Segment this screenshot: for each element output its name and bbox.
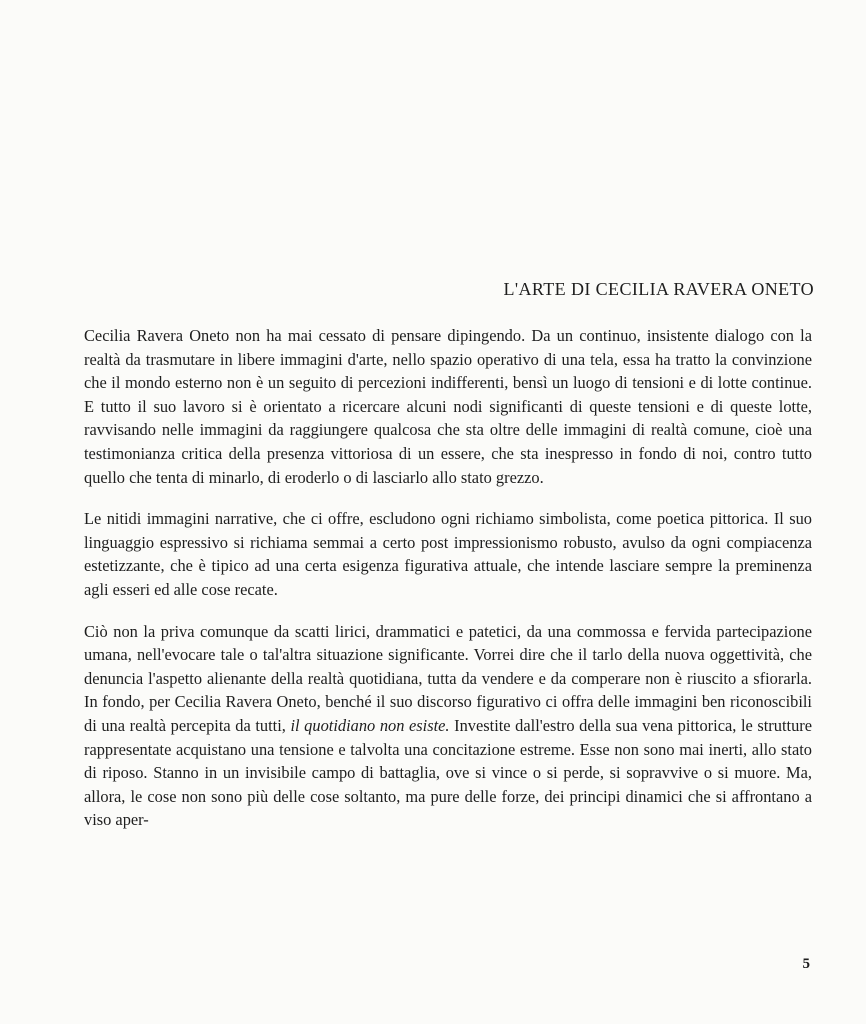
paragraph-1: Cecilia Ravera Oneto non ha mai cessato di pensare dipingendo. Da un continuo, insistente dialogo con la realtà da trasmutare in libere immagini d'arte, nello spazio operativo di una tela, essa ha tratto la convinzione che il mondo esterno non è un seguito di percezioni indifferenti, bensì un luogo di tensioni e di lotte continue. E tutto il suo lavoro si è orientato a ricercare alcuni nodi significanti di queste tensioni e di queste lotte, ravvisando nelle immagini da raggiungere qualcosa che sta oltre delle immagini di realtà comune, cioè una testimonianza critica della presenza vittoriosa di un essere, che sta inespresso in fondo di noi, contro tutto quello che tenta di minarlo, di eroderlo o di lasciarlo allo stato grezzo. xyxy=(84,326,812,487)
paragraph-3-text-start: Ciò non la priva comunque da scatti lirici, drammatici e patetici, da una commossa e fervida partecipazione umana, nell'evocare tale o tal'altra situazione significante. Vorrei dire che il tarlo della nuova oggettività, che denuncia l'aspetto alienante della realtà quotidiana, tutta da vendere e da comperare non è riuscito a sfiorarla. In fondo, per Cecilia Ravera Oneto, benché il suo discorso figurativo ci offra delle immagini ben riconoscibili di una realtà percepita da tutti, xyxy=(84,621,812,735)
paragraph-3 xyxy=(84,620,812,832)
paragraph-2: Le nitidi immagini narrative, che ci offre, escludono ogni richiamo simbolista, come poetica pittorica. Il suo linguaggio espressivo si richiama semmai a certo post impressionismo robusto, avulso da ogni compiacenza estetizzante, che è tipico ad una certa esigenza figurativa attuale, che intende lasciare sempre la preminenza agli esseri ed alle cose recate. xyxy=(84,509,812,599)
page-number: 5 xyxy=(802,956,810,972)
body-text xyxy=(84,324,812,850)
paragraph-3-text-end: Investite dall'estro della sua vena pittorica, le strutture rappresentate acquistano una tensione e talvolta una concitazione estreme. Esse non sono mai inerti, allo stato di riposo. Stanno in un invisibile campo di battaglia, ove si vince o si perde, si sopravvive o si muore. Ma, allora, le cose non sono più delle cose soltanto, ma pure delle forze, dei principi dinamici che si affrontano a viso aper- xyxy=(84,715,812,830)
paragraph-3-italic-phrase: il quotidiano non esiste. xyxy=(290,715,450,735)
page-title: L'ARTE DI CECILIA RAVERA ONETO xyxy=(503,279,814,299)
